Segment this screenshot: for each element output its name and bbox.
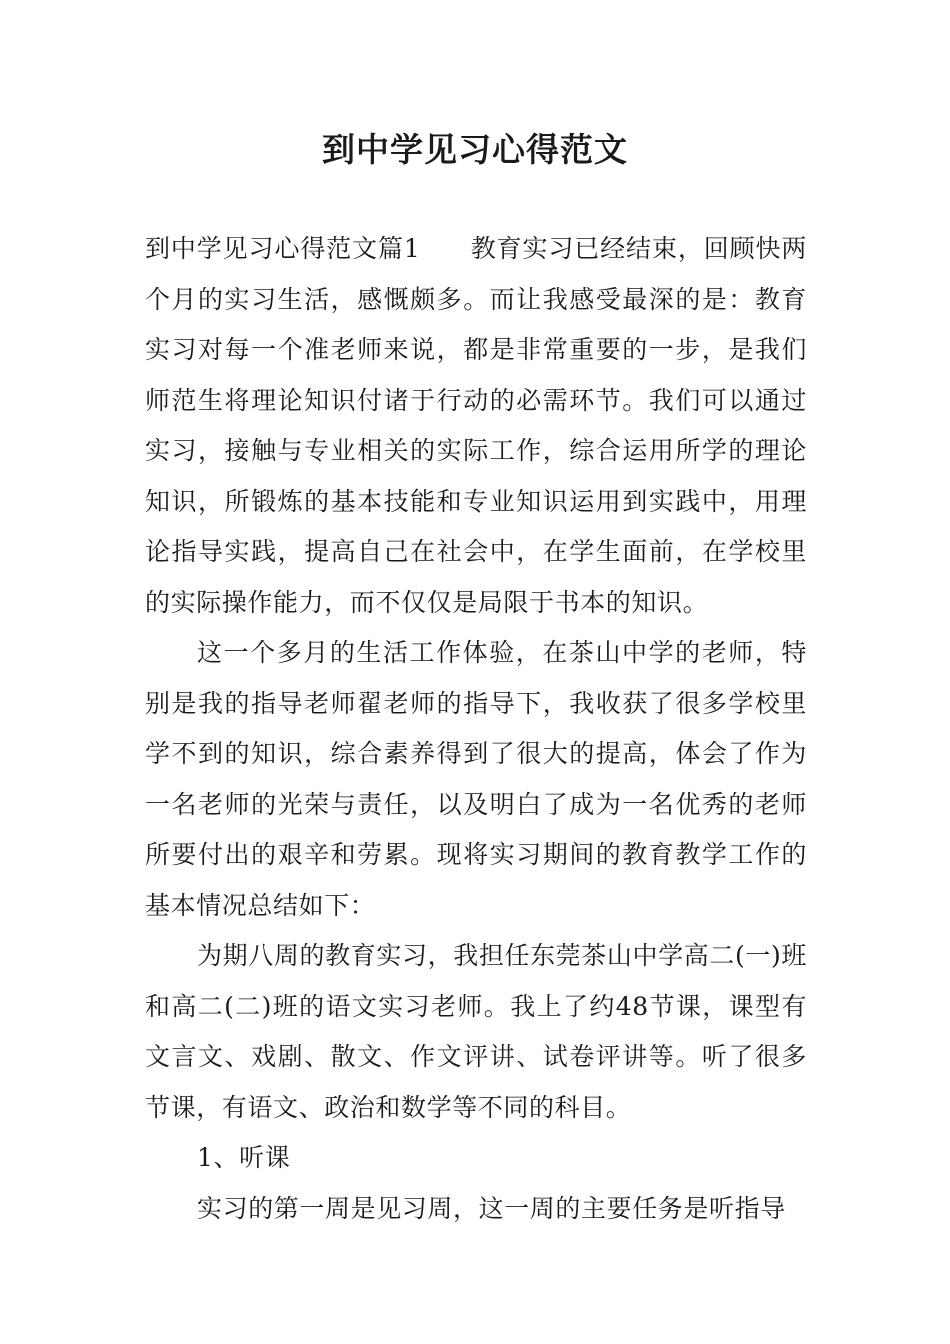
paragraph-3: 为期八周的教育实习，我担任东莞茶山中学高二(一)班和高二(二)班的语文实习老师。我上了约48节课，课型有文言文、戏剧、散文、作文评讲、试卷评讲等。听了很多节课，有语文、政治和数学等不同的科目。 xyxy=(145,941,807,1122)
paragraph-2: 这一个多月的生活工作体验，在茶山中学的老师，特别是我的指导老师翟老师的指导下，我收获了很多学校里学不到的知识，综合素养得到了很大的提高，体会了作为一名老师的光荣与责任，以及明白了成为一名优秀的老师所要付出的艰辛和劳累。现将实习期间的教育教学工作的基本情况总结如下： xyxy=(145,638,807,920)
paragraph-4: 实习的第一周是见习周，这一周的主要任务是听指导 xyxy=(197,1193,786,1223)
intro-label: 到中学见习心得范文篇1 xyxy=(145,234,421,263)
paragraph-1 xyxy=(145,224,807,628)
paragraph-1-text: 教育实习已经结束，回顾快两个月的实习生活，感慨颇多。而让我感受最深的是：教育实习对每一个准老师来说，都是非常重要的一步，是我们师范生将理论知识付诸于行动的必需环节。我们可以通过实习，接触与专业相关的实际工作，综合运用所学的理论知识，所锻炼的基本技能和专业知识运用到实践中，用理论指导实践，提高自己在社会中，在学生面前，在学校里的实际操作能力，而不仅仅是局限于书本的知识。 xyxy=(145,234,807,617)
section-heading-listening: 1、听课 xyxy=(197,1143,291,1172)
document-body xyxy=(145,224,807,1234)
document-title: 到中学见习心得范文 xyxy=(322,130,628,169)
